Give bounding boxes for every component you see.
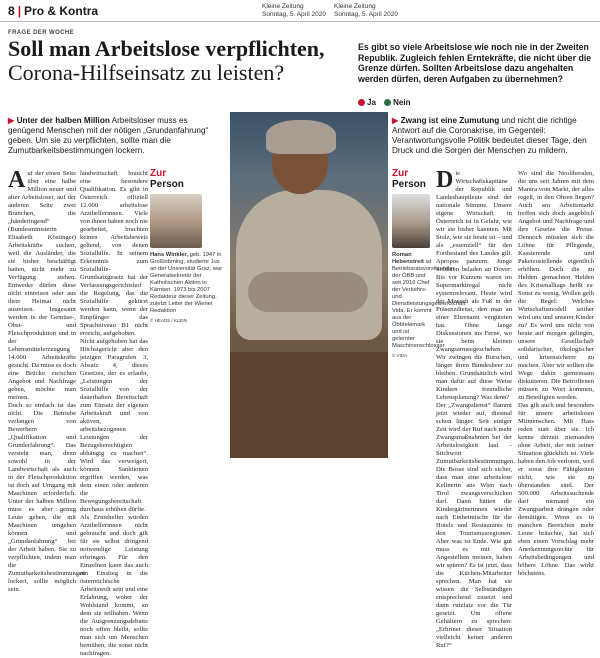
- contra-lead-bold: Zwang ist eine Zumutung: [400, 116, 500, 125]
- author-name: Roman Hebenstreit: [392, 252, 424, 265]
- masthead-date: Sonntag, 5. April 2020: [334, 11, 398, 18]
- masthead-date: Sonntag, 5. April 2020: [262, 11, 326, 18]
- drop-cap: A: [8, 167, 26, 193]
- author-bio: geb. 1947 in Großlobming, studierte Jus an der Universität Graz, war Generalsekretär der Katholischen Aktion in Kärnten. 1973 bis 2007 Redakteur dieser Zeitung, zuletzt Leiter der Wiener Redaktion: [150, 252, 223, 314]
- author-info: [150, 252, 226, 324]
- author-credit: © HEADS / KLEIN: [150, 318, 187, 323]
- pro-lead-rest: Arbeitsloser muss es genügend Menschen mit der nötigen „Grundanfahrung“ geben. Um sie zu verpflichten, sollte man die Zumutbarkeitsbestimmungen lockern.: [8, 116, 209, 155]
- author-credit: © VIDA: [392, 353, 408, 358]
- author-name: Hans Winkler,: [150, 252, 188, 258]
- pro-paragraph-4: Nicht aufgehoben hat das Höchstgericht aber den jetzigen Paragrafen 3, Absatz 4, dieses Gesetzes, der es erlaubt, „Leistungen der Sozialhilfe von der dauerhaften Bereitschaft zum Einsatz der eigenen Arbeitskraft und von aktiven, arbeitsbezogenen Leistungen der Bezugsberechtigten abhängig zu machen“. Wird das verweigert, können Sanktionen ergriffen werden, was dem einen oder anderen die Bewegungsbereitschaft durchaus erhöhen dürfte.: [80, 338, 148, 513]
- contra-lead: [392, 116, 594, 156]
- kicker: FRAGE DER WOCHE: [8, 30, 74, 36]
- page-number: 8: [8, 4, 15, 18]
- vote-nein-label: Nein: [393, 98, 411, 107]
- masthead-left: [262, 3, 326, 19]
- drop-cap: D: [436, 167, 454, 193]
- ja-dot-icon: [358, 99, 365, 106]
- author-portrait: [150, 194, 202, 248]
- contra-column-2: [518, 170, 594, 577]
- person-word: Person: [392, 179, 426, 190]
- headline-line-2: Corona-Hilfseinsatz zu leisten?: [8, 60, 285, 85]
- contra-paragraph-4: Das gilt auch und besonders für unsere arbeitslosen Mitmenschen. Mit Hass reden statt über sie. Ich kenne derzeit niemanden ohne Arbeit, der mit seiner Situation glücklich ist. Viele haben den Job verloren, weil er sonst ihre Fähigkeiten nicht, wie sie zu überstanden sind. Der 500.000 Arbeitssuchende darf niemand ein Zwangsarbeit drängen oder demütigen. Wenn es in manchen Bereichen mehr Leute bräuchte, hat sich eben einen Vorschlag mehr Anerkennungsrechte für Arbeitsbedingungen und höhere Löhne. Das wirkt höchstens.: [518, 402, 594, 577]
- page-header: [0, 0, 600, 22]
- pro-paragraph-2: Doch so einfach ist das nicht. Die Betriebe verlangen von Bewerbern „Qualifikation und Grunderfahrung“. Das versteht man, denn sowohl in der Landwirtschaft als auch in der Fleischproduktion ist doch auf Umgang mit Maschinen erforderlich. Unter der halben Million muss es aber genug Leute geben, die mit Maschinen umgehen können und „Grundanfahrung“ bei der Arbeit haben. Sie zu verpflichten, indem man die Zumutbarkeitsbestimmungen lockert, sollte möglich sein.: [8, 402, 86, 593]
- contra-lead-rest: und nicht die richtige Antwort auf die Coronakrise, im Gegenteil: Verantwortungsvolle Politik bedeutet dieser Tage, den Druck und die Sorgen der Menschen zu mildern.: [392, 116, 587, 155]
- person-word: Person: [150, 179, 184, 190]
- zur-person-label: [150, 168, 226, 190]
- pro-paragraph-5: Als Erntehelfer würden Arzthelferinnen nicht gebraucht und doch gilt für sie selbst dringend notwendige Leistung erbringen. Für den Einzelnen kann das auch ein Einstieg in die österreichische Arbeitswelt sein und eine Erfahrung, woher der Wohlstand kommt, an dem sie teilhaben. Wenn die Ausgrenzungsdebatte noch offen bleibt, sollte man sich um Menschen bemühen, die sonst nicht nachfragen.: [80, 514, 148, 657]
- zur-word: Zur: [392, 168, 409, 179]
- contra-column-1: [436, 167, 515, 649]
- arrow-right-icon: ▶: [8, 116, 17, 125]
- zur-person-label: [392, 168, 432, 190]
- arrow-right-icon: ▶: [392, 116, 401, 125]
- pro-author-box: [150, 168, 226, 324]
- vote-ja-label: Ja: [367, 98, 376, 107]
- contra-paragraph-1: ie Wirtschaftskapitäne der Republik und Landeshauptleute sind der nationale Stimme. Unsere eigene Wirtschaft in Österreich ist in Gefahr, wie wir sie bisher kannten. Mit Stolz, wie sie heute ist – und als „essenziell“ für den Fortbestand des Landes gilt. Apropos panzern. Junge Soldaten beladen an Dover: Bis vor Kurzem waren im Supermarktregal nicht systemrelevant. Heute wird der Mensch als Fuß in der Präsenzdienst, den man an einer Ehrenamt vergüteten hat. Ohne lange Diskussionen ins Ferne, wo sie beim kleinen Zwangsarmeegeschehen. Wir zwingen die Burschen, länger ihren Bundesheer zu bleiben. Grundsätzlich wird man dafür auf diese Weise Kindern freundliche Lebensplanung? Was denn?: [436, 170, 512, 401]
- pro-column-2: [80, 170, 148, 657]
- headline-line-1: Soll man Arbeitslose verpflichten,: [8, 36, 325, 61]
- masthead-right: [334, 3, 398, 19]
- pro-lead-bold: Unter der halben Million: [16, 116, 110, 125]
- masthead-paper: Kleine Zeitung: [334, 3, 376, 10]
- page-number-section: 8 | Pro & Kontra: [8, 4, 99, 18]
- contra-paragraph-3: Wo sind die Neoliberalen, die uns seit Jahren mit dem Mantra vom Markt, der alles regelt, in den Ohren liegen? Auch am Arbeitsmarkt treffen sich doch angeblich Angebot und Nachfrage und ihre Gesetze die Preise. Dennoch müssten sich die Löhne für Pflegende, Kassierende und Paketzustellende eigentlich erhöhen. Doch die zu Helden gemachten Helden des Krisenalltags heißt es: Sonst zu wenig. Wollen gelb die Regel: Welches Wirtschaftsmodell seither wird uns und unserer Kinder zu? Es wird uns nicht von heute auf morgen gelingen, unsere Gesellschaft solidarischer, ökologischer und krisensicherer zu machen. Aber wir sollten die Wege dahin gemeinsam diskutieren. Die Betroffenen müssen zu Wort kommen, zu Beteiligten werden.: [518, 170, 594, 401]
- section-name: Pro & Kontra: [24, 4, 99, 18]
- vote-legend: [358, 98, 410, 107]
- farm-worker-photo: [230, 112, 388, 458]
- pro-paragraph-1: uf der einen Seite über eine halbe Million neuer und alter Arbeitsloser, auf der anderen Seite zwei Branchen, die „händeringend“ (Bundesministerin Elisabeth Köstinger) Arbeitskräfte suchen, weil die Ausländer, die sie bisher beschäftigt hatten, nicht mehr zu Verfügung stehen. Entweder dürfen diese nicht einreisen oder aus ihrer Heimat nicht ausreisen. Insgesamt werden in der Gemüse-, Obst- und Fleischproduktion und in der Lebensmittelerzeugung 14.000 Arbeitskräfte gesucht. Da muss es doch eine Brücke zwischen Angebot und Nachfrage geben, möchte man meinen.: [8, 170, 76, 401]
- nein-dot-icon: [384, 99, 391, 106]
- zur-word: Zur: [150, 168, 167, 179]
- pro-column-1: [8, 167, 86, 593]
- author-bio: ist Betriebsratsvorsitzender der ÖBB und seit 2016 Chef der Verkehrs- und Dienstleistungsgewerkschaft Vida. Er kommt aus der Öbbtelemark und ist gelernter Maschinenschlosser: [392, 259, 466, 349]
- pro-lead: [8, 116, 226, 156]
- headline: [8, 37, 348, 85]
- question-text: Es gibt so viele Arbeitslose wie noch nie in der Zweiten Republik. Zugleich fehlen Erntekräfte, die nicht über die Grenze dürfen. Sollten Arbeitslose dazu angehalten werden dürfen, deren Aufgaben zu übernehmen?: [358, 42, 592, 84]
- author-info: [392, 252, 466, 359]
- pro-paragraph-3: landwirtschaft braucht eine besondere Qualifikation. Es gibt in Österreich offiziell 12.000 arbeitslose Arzthelferinnen. Viele von ihnen haben noch nie gearbeitet, brachten keinen Arbeitsbeweis geltend, von denen Sozialhilfe. In seinem Erkenntnis zum Sozialhilfe-Grundsatzgesetz hat der Verfassungsgerichtshof die Regelung, das die Sozialhilfe gekürzt werden kann, wenn der Empfänger das Sprachniveau B1 nicht erreicht, aufgehoben.: [80, 170, 148, 337]
- contra-author-box: [392, 168, 466, 359]
- contra-paragraph-2: Der „Zwangsdienst“ flammt jetzt wieder auf, diesmal schon länger. Seit einiger Zeit wird der Ruf nach mehr Zwangsmaßnahmen bei der Arbeitslosigkeit laut – Stichwort Zumutbarkeitsbestimmungen. Die Bosse sind sich sicher, dass man eine arbeitslose Kellnerin aus Wien nach Tirol zwangsverschicken darf. Dann hätten die Kindergärtnerinnen wieder nach Einheimische für die Hotels und Restaurants in den Tourismusregionen. Aber was ist Ende. Wie gut muss es mit den Angestellten meinen, haben wir spüren? Es ist jetzt, dass die Küchen-Mitarbeiter sprechen. Man hat sie wissen die Selbständigen entsprechend zusetzt und dann rutzfatz vor die Tür gesetzt. Um offene Gehältern zu sprechen: „Erbrinet dieser Situation vielleicht keiner anderen Ruf?“: [436, 402, 515, 649]
- masthead-paper: Kleine Zeitung: [262, 3, 304, 10]
- author-portrait: [392, 194, 430, 248]
